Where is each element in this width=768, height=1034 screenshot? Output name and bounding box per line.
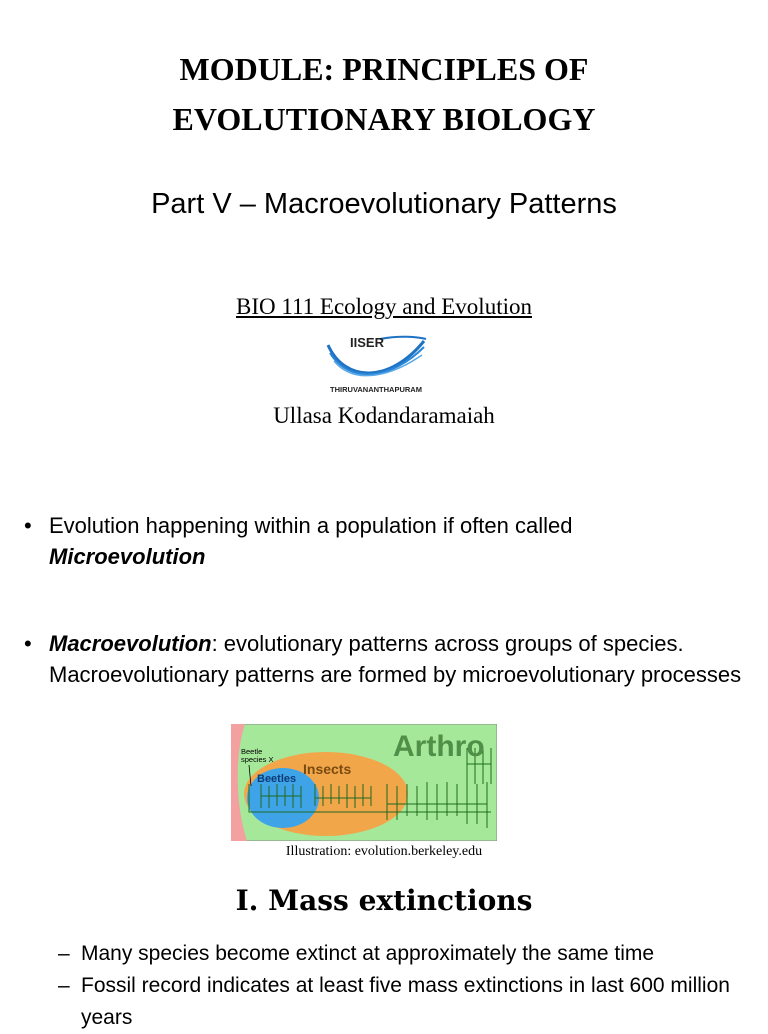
phylogeny-illustration [231,724,497,841]
iiser-logo [320,333,432,395]
author-name: Ullasa Kodandaramaiah [273,403,495,428]
bullet-macroevolution [24,628,744,724]
figure-species-label-line2: species X [241,755,274,764]
list-item [58,938,758,970]
logo-place: THIRUVANANTHAPURAM [330,385,422,394]
bullet-marker: • [24,631,32,656]
course-name: BIO 111 Ecology and Evolution [236,294,532,319]
figure-caption: Illustration: evolution.berkeley.edu [285,844,483,859]
bullet-microevolution [24,510,744,574]
bullet-text: : evolutionary patterns across groups of species. Macroevolutionary patterns are formed by microevolutionary processes [49,631,742,687]
logo-name: IISER [350,335,384,350]
bullet-text: Evolution happening within a population if often called [49,513,573,538]
bullet-term: Microevolution [49,544,206,569]
subtitle: Part V – Macroevolutionary Patterns [151,188,617,220]
bullet-marker: • [24,513,32,538]
list-item-text: Many species become extinct at approximately the same time [81,942,655,965]
title-line-2: EVOLUTIONARY BIOLOGY [172,101,596,137]
figure-species-label-line1: Beetle [241,747,263,756]
section-heading: I. Mass extinctions [235,884,533,917]
figure-insects-label: Insects [303,761,352,777]
list-item [58,970,758,1034]
figure-group-label: Arthro [393,730,485,763]
dash-marker: – [58,974,70,997]
list-item-text: Fossil record indicates at least five mass extinctions in last 600 million years [81,974,730,1029]
title-line-1: MODULE: PRINCIPLES OF [179,51,589,87]
dash-marker: – [58,942,70,965]
bullet-term: Macroevolution [49,631,212,656]
figure-beetles-label: Beetles [257,773,297,785]
